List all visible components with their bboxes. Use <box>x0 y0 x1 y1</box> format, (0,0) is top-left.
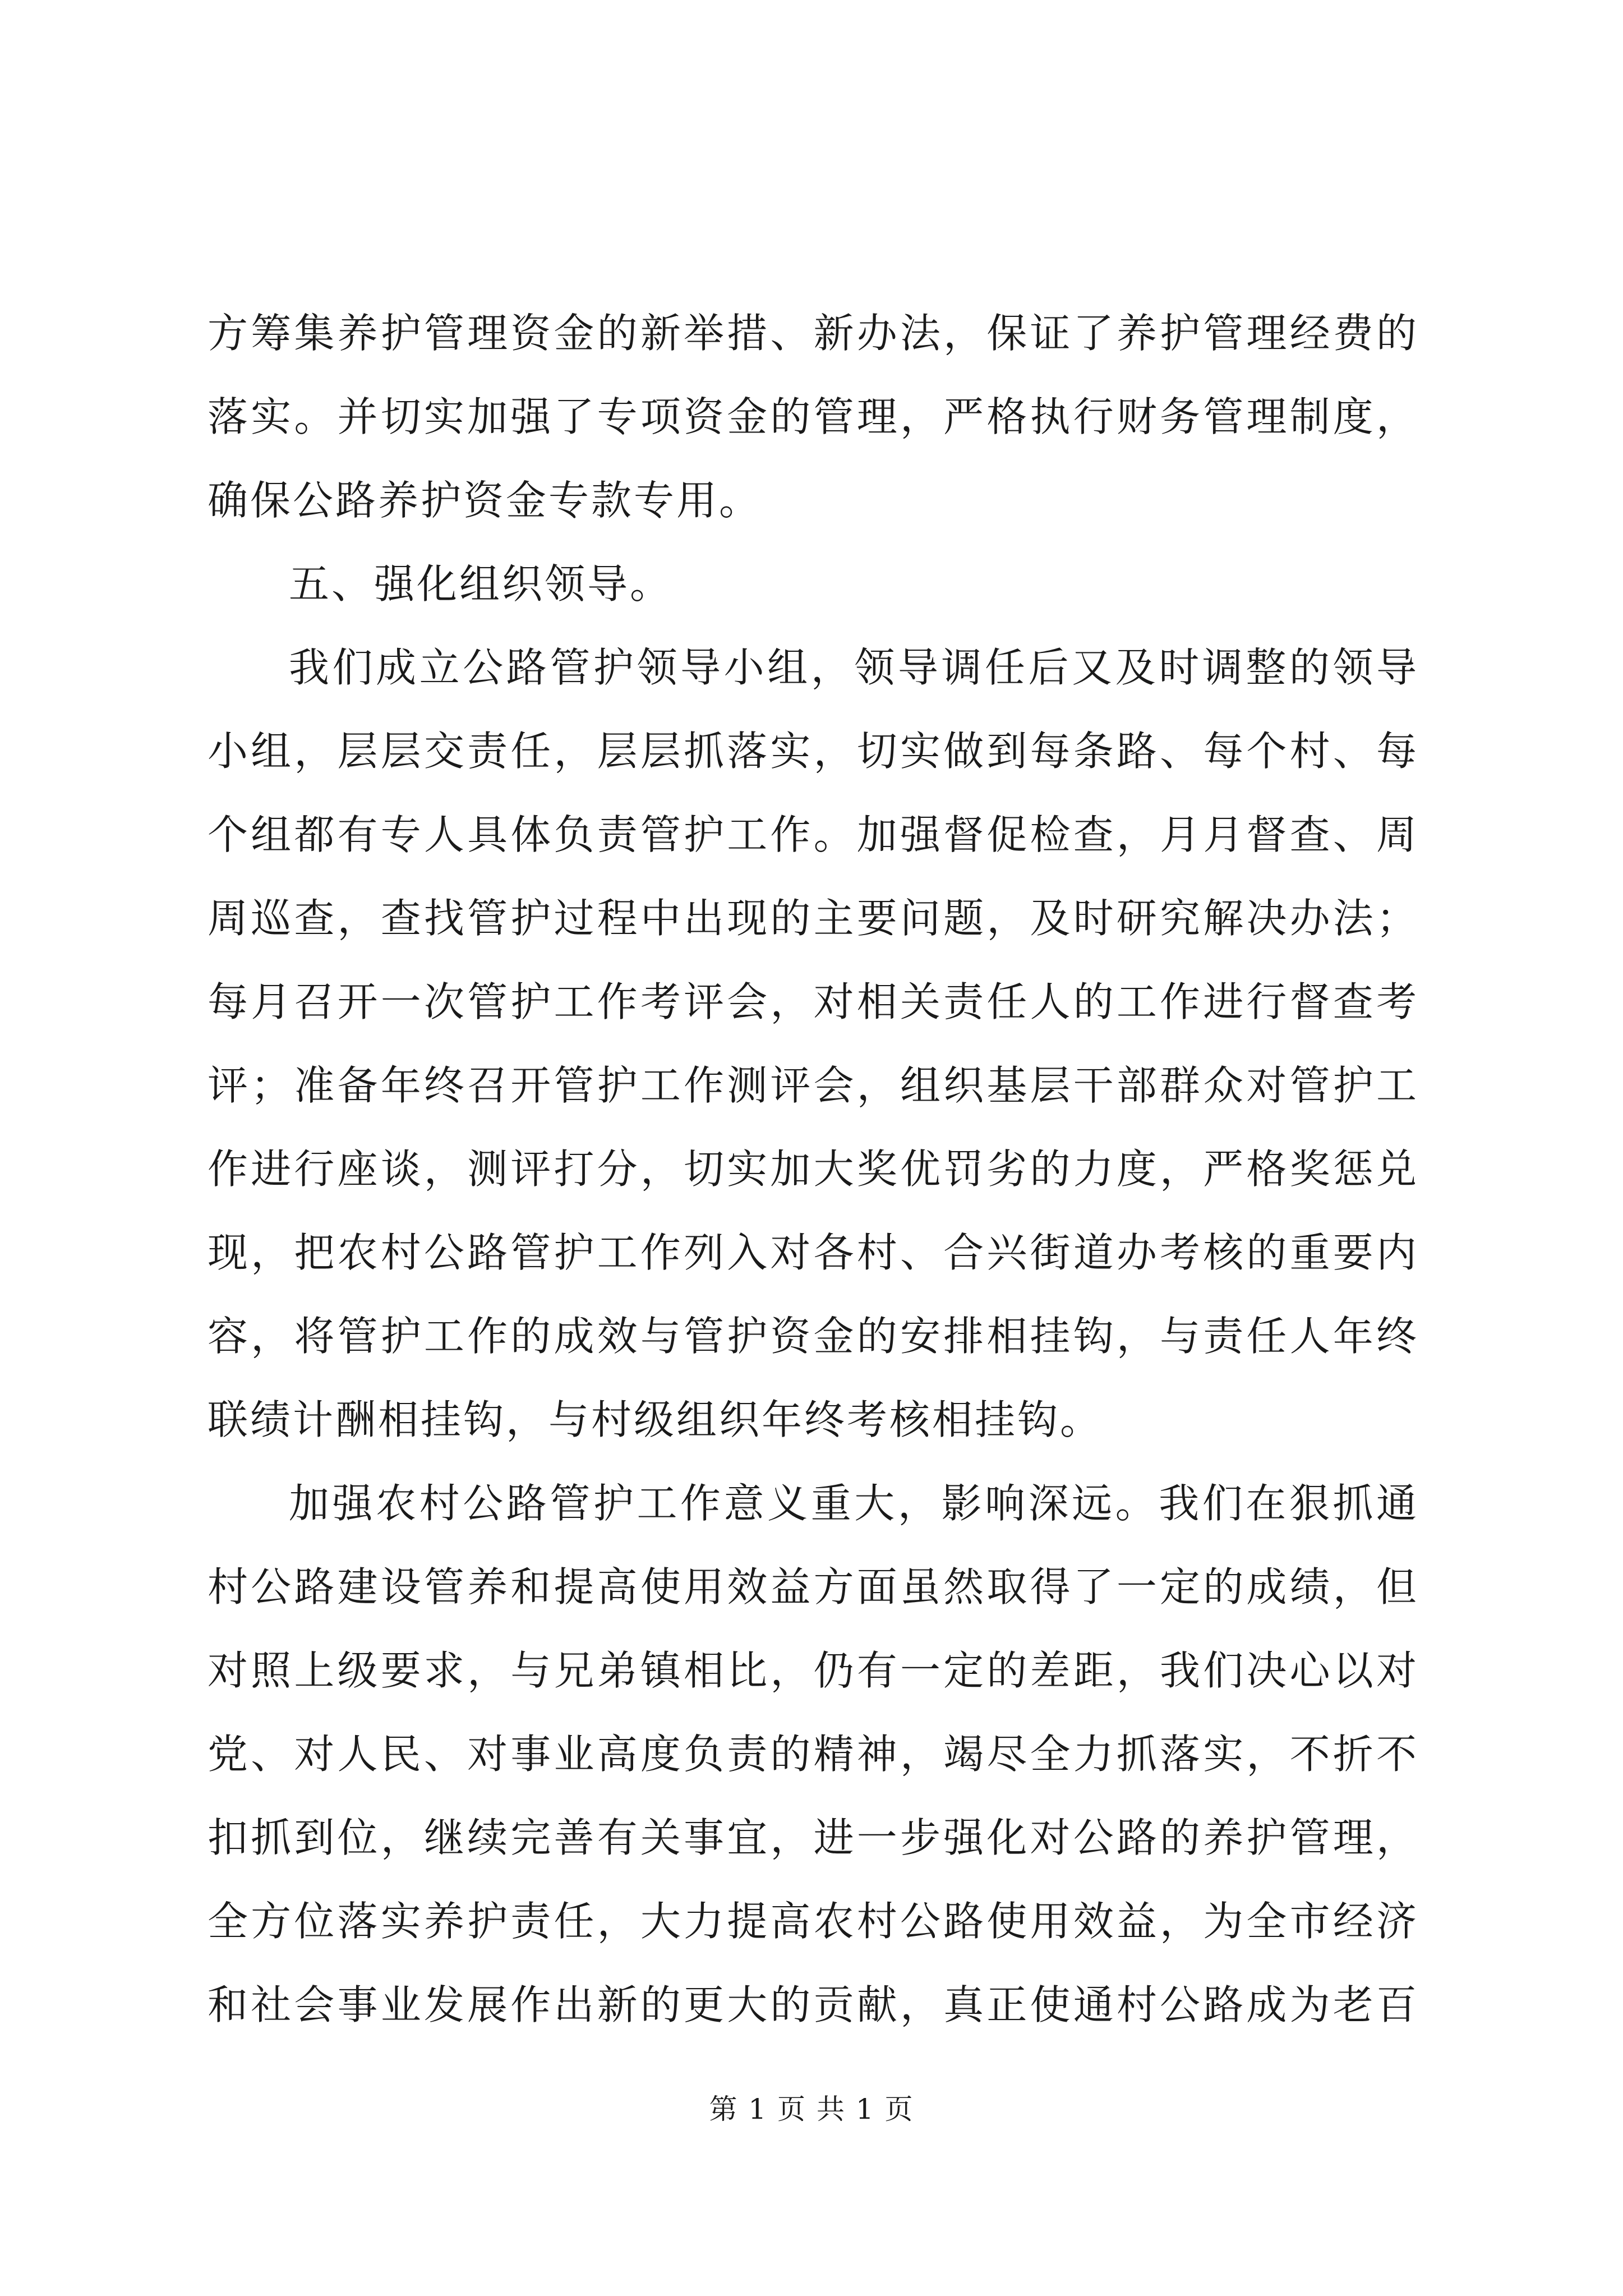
text-line-2: 落实。并切实加强了专项资金的管理，严格执行财务管理制度， <box>208 393 1419 440</box>
text-line-13: 容，将管护工作的成效与管护资金的安排相挂钩，与责任人年终 <box>208 1313 1419 1360</box>
text-line-12: 现，把农村公路管护工作列入对各村、合兴街道办考核的重要内 <box>208 1229 1419 1276</box>
text-line-10: 评；准备年终召开管护工作测评会，组织基层干部群众对管护工 <box>208 1062 1419 1109</box>
text-line-7: 个组都有专人具体负责管护工作。加强督促检查，月月督查、周 <box>208 811 1419 858</box>
page-footer: 第 1 页 共 1 页 <box>709 2093 914 2125</box>
text-line-9: 每月召开一次管护工作考评会，对相关责任人的工作进行督查考 <box>208 978 1419 1025</box>
text-line-20: 全方位落实养护责任，大力提高农村公路使用效益，为全市经济 <box>208 1898 1419 1945</box>
text-line-5: 我们成立公路管护领导小组，领导调任后又及时调整的领导 <box>289 644 1419 691</box>
text-line-8: 周巡查，查找管护过程中出现的主要问题，及时研究解决办法； <box>208 895 1419 942</box>
text-line-15: 加强农村公路管护工作意义重大，影响深远。我们在狠抓通 <box>289 1480 1419 1527</box>
text-line-17: 对照上级要求，与兄弟镇相比，仍有一定的差距，我们决心以对 <box>208 1647 1419 1694</box>
text-line-21: 和社会事业发展作出新的更大的贡献，真正使通村公路成为老百 <box>208 1981 1419 2028</box>
text-line-18: 党、对人民、对事业高度负责的精神，竭尽全力抓落实，不折不 <box>208 1731 1419 1778</box>
section-heading: 五、强化组织领导。 <box>289 560 673 608</box>
text-line-19: 扣抓到位，继续完善有关事宜，进一步强化对公路的养护管理， <box>208 1814 1419 1861</box>
text-line-6: 小组，层层交责任，层层抓落实，切实做到每条路、每个村、每 <box>208 728 1419 775</box>
document-body <box>208 292 1419 2047</box>
text-line-3: 确保公路养护资金专款专用。 <box>208 477 762 524</box>
text-line-14: 联绩计酬相挂钩，与村级组织年终考核相挂钩。 <box>208 1396 1103 1443</box>
text-line-16: 村公路建设管养和提高使用效益方面虽然取得了一定的成绩，但 <box>208 1563 1419 1611</box>
text-line-1: 方筹集养护管理资金的新举措、新办法，保证了养护管理经费的 <box>208 310 1419 357</box>
text-line-11: 作进行座谈，测评打分，切实加大奖优罚劣的力度，严格奖惩兑 <box>208 1145 1419 1193</box>
